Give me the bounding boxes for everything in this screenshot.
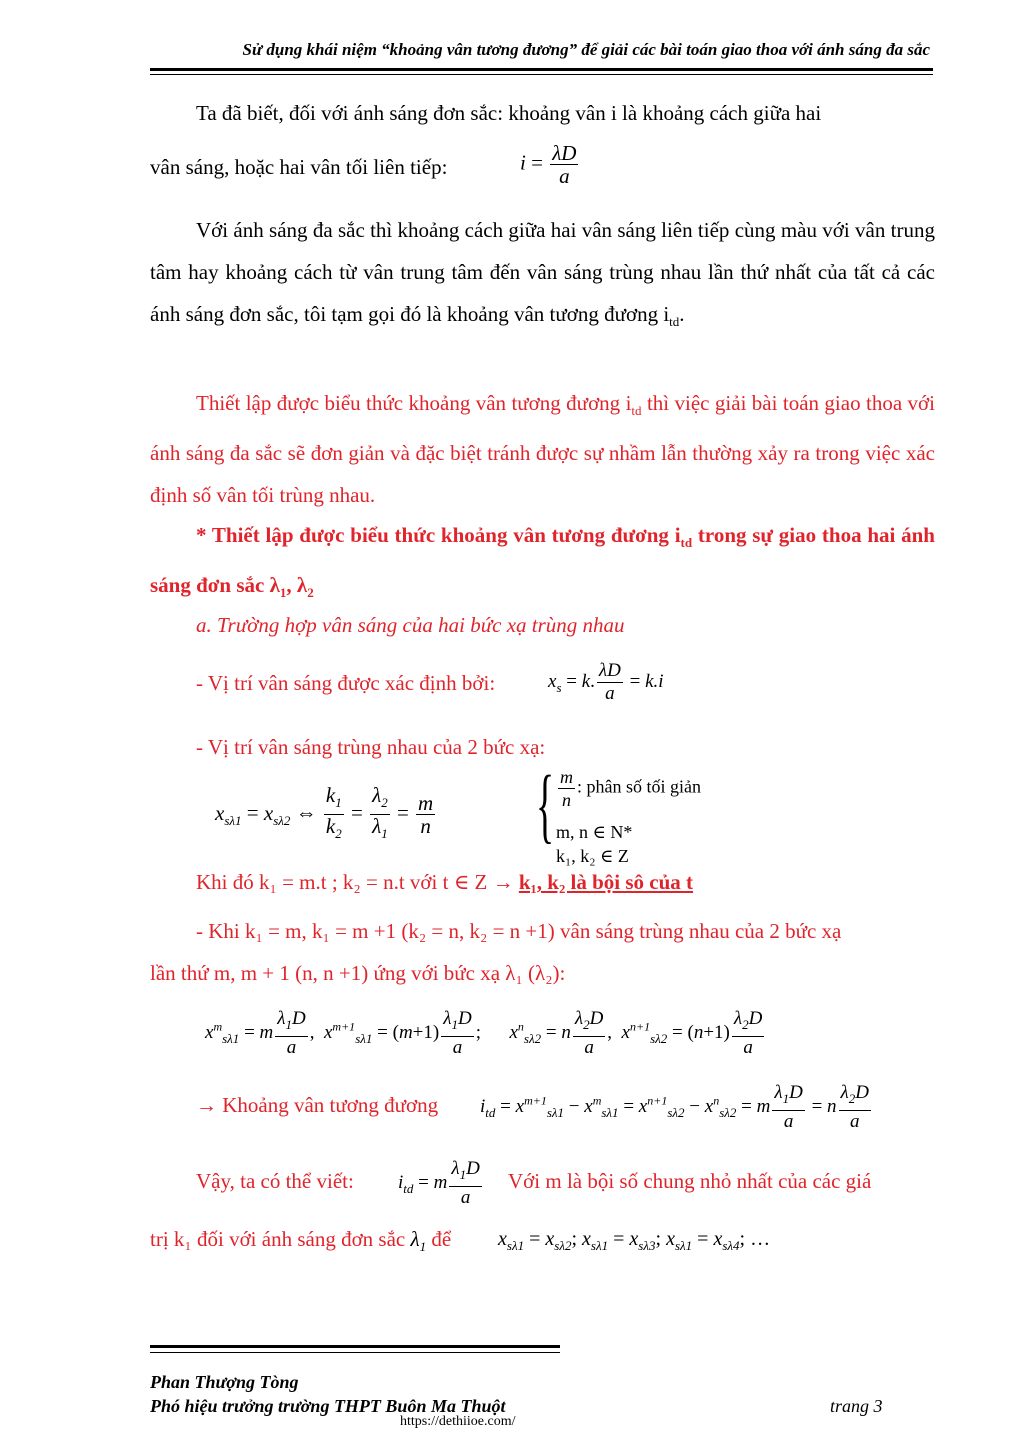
- formula-equalities: $x_{s\lambda 1} = x_{s\lambda 2}$; $x_{s\lambda 1} = x_{s\lambda 3}$; $x_{s\lambda 1} = x_{s\lambda 4}$; …: [498, 1228, 771, 1253]
- condition-2: m, n ∈ N*: [556, 822, 633, 842]
- para-1-line-1: Ta đã biết, đối với ánh sáng đơn sắc: khoảng vân i là khoảng cách giữa hai: [196, 101, 822, 125]
- brace-glyph: {: [536, 759, 555, 852]
- khi-line-2: lần thứ m, m + 1 (n, n +1) ứng với bức xạ λ₁ (λ₂):: [150, 961, 566, 985]
- para-3: Thiết lập được biểu thức khoảng vân tương đương $i_{td}$ thì việc giải bài toán giao thoa với ánh sáng đa sắc sẽ đơn giản và đặc biệt tránh được sự nhầm lẫn thường xảy ra trong việc xác định số vân tối trùng nhau.: [150, 391, 935, 508]
- formula-itd: $i_{td} = x^{m+1}_{s\lambda 1} - x^m_{s\lambda 1} = x^{n+1}_{s\lambda 2} - x^n_{s\lambda 2} = m$ $\frac{\lambda_1D}{a}$ = n $\frac{\lambda_2D}{a}$: [480, 1082, 869, 1132]
- para-1-line-2: vân sáng, hoặc hai vân tối liên tiếp:: [150, 155, 448, 179]
- khi-line-1: - Khi k₁ = m, k₁ = m +1 (k₂ = n, k₂ = n +1) vân sáng trùng nhau của 2 bức xạ: [196, 919, 842, 943]
- formula-i: i = $\frac{\lambda D}{a}$: [520, 141, 577, 188]
- tri-k-line: trị k₁ đối với ánh sáng đơn sắc $\lambda_1$ để: [150, 1227, 452, 1255]
- formula-itd-final: $i_{td} = m$ $\frac{\lambda_1D}{a}$: [398, 1158, 480, 1208]
- footer-rule-thin: [150, 1352, 560, 1353]
- para-2: Với ánh sáng đa sắc thì khoảng cách giữa hai vân sáng liên tiếp cùng màu với vân trung tâm hay khoảng cách từ vân trung tâm đến vân sáng trùng nhau lần thứ nhất của tất cả các ánh sáng đơn sắc, tôi tạm gọi đó là khoảng vân tương đương $i_{td}$.: [150, 218, 935, 330]
- section-heading: * Thiết lập được biểu thức khoảng vân tương đương $i_{td}$ trong sự giao thoa hai ánh sáng đơn sắc $\lambda_1$, $\lambda_2$: [150, 523, 935, 601]
- author-role: Phó hiệu trưởng trường THPT Buôn Ma Thuột: [150, 1396, 506, 1416]
- formula-xm: $x^m_{s\lambda 1} = m$ $\frac{\lambda_1D}{a}$ , $x^{m+1}_{s\lambda 1} = (m+1)$ $\frac{\lambda_1D}{a}$ ; $x^n_{s\lambda 2} = n$ $\frac{\lambda_2D}{a}$ , $x^{n+1}_{s\lambda 2} = (n+1)$ $\frac{\lambda_2D}{a}$: [205, 1008, 763, 1058]
- vay-text: Vậy, ta có thể viết:: [196, 1169, 354, 1193]
- footer-rule-thick: [150, 1345, 560, 1348]
- page-header: Sử dụng khái niệm “khoảng vân tương đương” để giải các bài toán giao thoa với ánh sáng đa sắc: [242, 40, 930, 59]
- author-name: Phan Thượng Tòng: [150, 1372, 299, 1392]
- subheading-a: a. Trường hợp vân sáng của hai bức xạ trùng nhau: [196, 613, 625, 637]
- voi-m-text: Với m là bội số chung nhỏ nhất của các giá: [508, 1169, 872, 1193]
- position-text-2: - Vị trí vân sáng trùng nhau của 2 bức xạ:: [196, 735, 546, 759]
- condition-3: k₁, k₂ ∈ Z: [556, 846, 629, 866]
- page-number: trang 3: [830, 1396, 883, 1416]
- formula-coincide: $x_{s\lambda 1} = x_{s\lambda 2}$ ⇔ $\frac{k_1}{k_2}$ = $\frac{\lambda_2}{\lambda_1}$ = $\frac{m}{n}$: [215, 783, 434, 842]
- source-url[interactable]: https://dethiioe.com/: [400, 1414, 516, 1429]
- condition-1: $\frac{m}{n}$ : phân số tối giản: [560, 767, 701, 810]
- header-rule-thick: [150, 68, 933, 71]
- header-rule-thin: [150, 74, 933, 75]
- formula-xs: $x_s = k$. $\frac{\lambda D}{a}$ = k.i: [548, 660, 664, 704]
- position-text-1: - Vị trí vân sáng được xác định bởi:: [196, 671, 496, 695]
- khi-do-line: Khi đó k₁ = m.t ; k₂ = n.t với t ∈ Z → k₁, k₂ là bội sô của t: [196, 870, 694, 894]
- kvtd-text: → Khoảng vân tương đương: [196, 1093, 439, 1117]
